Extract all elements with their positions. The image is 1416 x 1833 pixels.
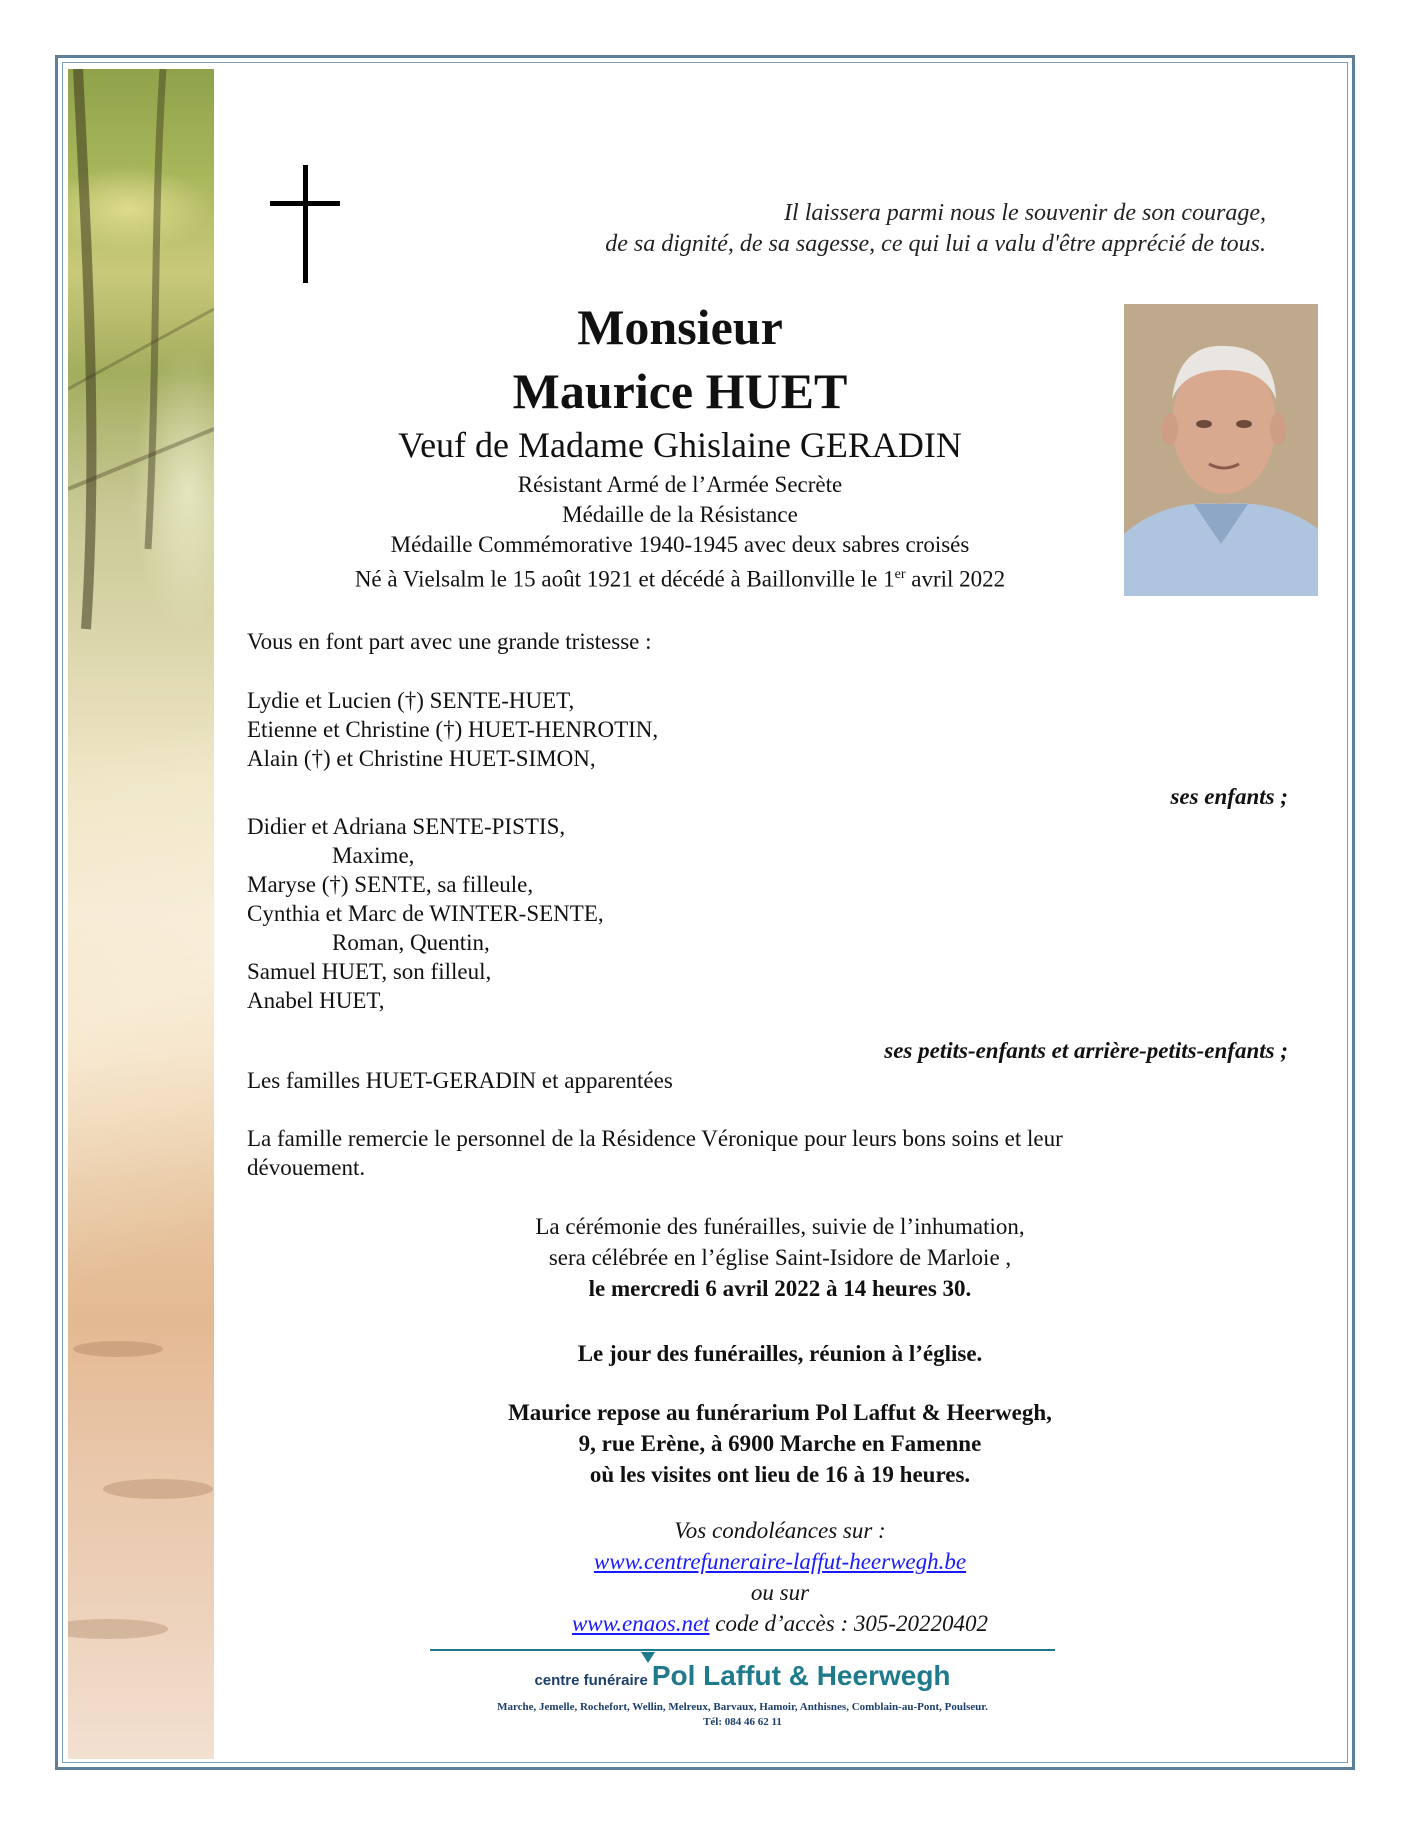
title-honorific: Monsieur (577, 299, 783, 355)
list-item: Lydie et Lucien (†) SENTE-HUET, (247, 688, 575, 713)
epitaph-line: Il laissera parmi nous le souvenir de son courage, (784, 200, 1266, 226)
footer-divider (430, 1649, 1055, 1651)
epitaph-line: de sa dignité, de sa sagesse, ce qui lui a valu d'être apprécié de tous. (605, 231, 1266, 257)
grandchildren-label: ses petits-enfants et arrière-petits-enfants ; (884, 1038, 1288, 1063)
families-text: Les familles HUET-GERADIN et apparentées (247, 1068, 673, 1093)
ceremony-date: le mercredi 6 avril 2022 à 14 heures 30. (588, 1276, 972, 1301)
intro-text: Vous en font part avec une grande tristesse : (247, 629, 652, 654)
deceased-name: Maurice HUET (512, 363, 848, 419)
list-item: Roman, Quentin, (332, 930, 490, 955)
list-item: Didier et Adriana SENTE-PISTIS, (247, 814, 566, 839)
epitaph (605, 198, 1266, 260)
condolences-label: Vos condoléances sur : (674, 1518, 886, 1543)
funeral-center-link[interactable]: www.centrefuneraire-laffut-heerwegh.be (593, 1549, 967, 1574)
honor-line: Médaille de la Résistance (562, 502, 798, 527)
funeral-home-logo: centre funéraire Pol Laffut & Heerwegh (534, 1660, 951, 1691)
list-item: Maryse (†) SENTE, sa filleule, (247, 872, 534, 897)
access-code: code d’accès : 305-20220402 (709, 1611, 989, 1636)
condolences: Vos condoléances sur : www.centrefuneraire-laffut-heerwegh.be ou sur www.enaos.net code d’accès : 305-20220402 (250, 1515, 1310, 1639)
list-item: Samuel HUET, son filleul, (247, 959, 492, 984)
list-item: Maxime, (332, 843, 415, 868)
meeting-info: Le jour des funérailles, réunion à l’église. (577, 1341, 983, 1366)
thanks-text: La famille remercie le personnel de la Résidence Véronique pour leurs bons soins et leur dévouement. (247, 1126, 1063, 1180)
widow-line: Veuf de Madame Ghislaine GERADIN (398, 425, 962, 465)
honor-line: Résistant Armé de l’Armée Secrète (517, 472, 843, 497)
list-item: Alain (†) et Christine HUET-SIMON, (247, 746, 596, 771)
honor-line: Médaille Commémorative 1940-1945 avec deux sabres croisés (390, 532, 970, 557)
list-item: Etienne et Christine (†) HUET-HENROTIN, (247, 717, 659, 742)
ceremony-info: La cérémonie des funérailles, suivie de l’inhumation, sera célébrée en l’église Saint-Isidore de Marloie , le mercredi 6 avril 2022 à 14 heures 30. (250, 1211, 1310, 1304)
portrait-photo (1124, 304, 1318, 596)
enaos-link[interactable]: www.enaos.net (571, 1611, 710, 1636)
list-item: Anabel HUET, (247, 988, 385, 1013)
cross-icon (270, 165, 340, 283)
list-item: Cynthia et Marc de WINTER-SENTE, (247, 901, 604, 926)
forest-path-image (68, 69, 214, 1759)
life-dates: Né à Vielsalm le 15 août 1921 et décédé à Baillonville le 1er avril 2022 (354, 566, 1006, 592)
funeral-home-details: Marche, Jemelle, Rochefort, Wellin, Melreux, Barvaux, Hamoir, Anthisnes, Comblain-au-Pont, Poulseur. Tél: 084 46 62 11 (497, 1701, 988, 1728)
honors-block (250, 470, 1110, 595)
grandchildren-list (247, 812, 1307, 1015)
children-label: ses enfants ; (1170, 784, 1288, 809)
visitation-info: Maurice repose au funérarium Pol Laffut & Heerwegh, 9, rue Erène, à 6900 Marche en Famenne où les visites ont lieu de 16 à 19 heures. (508, 1400, 1052, 1487)
children-list (247, 686, 1307, 773)
